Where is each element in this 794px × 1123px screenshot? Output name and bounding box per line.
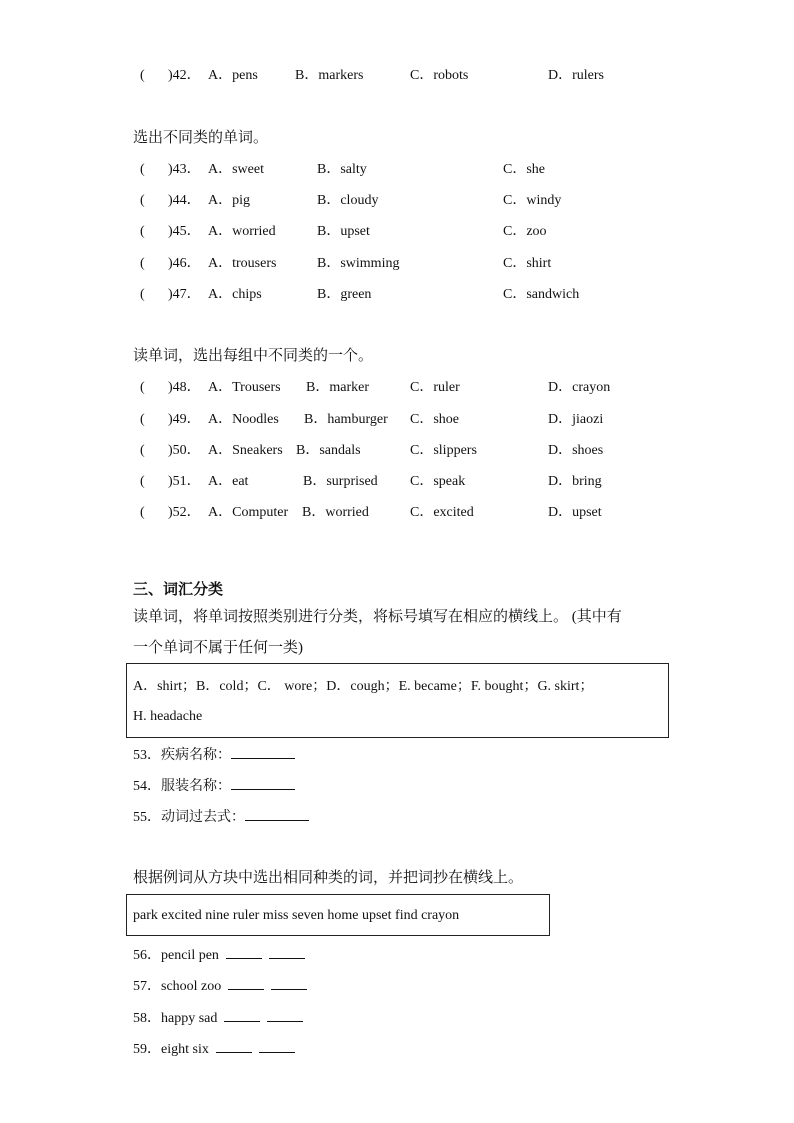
option-a: A．Trousers [208, 380, 281, 395]
question-number: )46． [168, 256, 201, 271]
section-title-vocab-classification: 三、词汇分类 [133, 582, 224, 598]
option-b: B．upset [317, 224, 370, 239]
option-a: A．sweet [208, 162, 264, 177]
question-paren: ( [140, 443, 145, 458]
copy-label: 56．pencil pen [133, 948, 219, 963]
word-bank: park excited nine ruler miss seven home upset find crayon [133, 908, 460, 923]
question-number: )45． [168, 224, 201, 239]
q42-option-d: D．rulers [548, 68, 604, 83]
option-b: B．worried [302, 505, 369, 520]
answer-label: 55．动词过去式： [133, 810, 245, 825]
copy-label: 58．happy sad [133, 1011, 218, 1026]
option-d: D．crayon [548, 380, 611, 395]
option-c: C．shirt [503, 256, 552, 271]
answer-blank[interactable] [231, 744, 295, 759]
question-number: )49． [168, 412, 201, 427]
option-c: C．shoe [410, 412, 459, 427]
copy-label: 59．eight six [133, 1042, 209, 1057]
option-d: D．upset [548, 505, 602, 520]
section-title-read-words: 读单词，选出每组中不同类的一个。 [133, 348, 374, 364]
q42-paren: ( [140, 68, 145, 83]
option-c: C．windy [503, 193, 562, 208]
answer-blank[interactable] [231, 775, 295, 790]
option-a: A．Noodles [208, 412, 279, 427]
question-paren: ( [140, 412, 145, 427]
option-b: B．salty [317, 162, 367, 177]
option-c: C．slippers [410, 443, 477, 458]
copy-blank[interactable] [259, 1038, 295, 1053]
option-b: B．hamburger [304, 412, 388, 427]
option-b: B．cloudy [317, 193, 379, 208]
copy-label: 57．school zoo [133, 979, 222, 994]
option-a: A．pig [208, 193, 250, 208]
option-a: A．eat [208, 474, 249, 489]
question-paren: ( [140, 287, 145, 302]
copy-blank[interactable] [216, 1038, 252, 1053]
copy-blank[interactable] [271, 975, 307, 990]
copy-item [133, 975, 307, 996]
option-c: C．excited [410, 505, 474, 520]
option-a: A．trousers [208, 256, 277, 271]
option-c: C．she [503, 162, 545, 177]
option-b: B．swimming [317, 256, 400, 271]
question-number: )51． [168, 474, 201, 489]
answer-item [133, 775, 295, 796]
question-paren: ( [140, 505, 145, 520]
question-paren: ( [140, 193, 145, 208]
copy-item [133, 944, 305, 965]
option-a: A．worried [208, 224, 276, 239]
question-number: )52． [168, 505, 201, 520]
copy-blank[interactable] [224, 1007, 260, 1022]
copy-item [133, 1038, 295, 1059]
question-paren: ( [140, 474, 145, 489]
option-c: C．ruler [410, 380, 460, 395]
option-b: B．sandals [296, 443, 361, 458]
question-number: )50． [168, 443, 201, 458]
q42-number: )42． [168, 68, 201, 83]
option-a: A．Computer [208, 505, 289, 520]
option-d: D．jiaozi [548, 412, 604, 427]
section-title-different-words: 选出不同类的单词。 [133, 130, 269, 146]
word-box-line-2: H. headache [133, 709, 203, 724]
option-b: B．green [317, 287, 372, 302]
option-a: A．chips [208, 287, 262, 302]
answer-label: 54．服装名称： [133, 779, 231, 794]
option-b: B．marker [306, 380, 369, 395]
instruction-line-1: 读单词，将单词按照类别进行分类，将标号填写在相应的横线上。 (其中有 [133, 609, 622, 625]
copy-item [133, 1007, 303, 1028]
option-c: C．sandwich [503, 287, 580, 302]
question-number: )47． [168, 287, 201, 302]
answer-label: 53．疾病名称： [133, 748, 231, 763]
question-number: )44． [168, 193, 201, 208]
copy-blank[interactable] [228, 975, 264, 990]
instruction-line-2: 一个单词不属于任何一类) [133, 640, 303, 656]
option-a: A．Sneakers [208, 443, 283, 458]
answer-blank[interactable] [245, 806, 309, 821]
question-paren: ( [140, 224, 145, 239]
question-paren: ( [140, 256, 145, 271]
option-d: D．bring [548, 474, 602, 489]
option-d: D．shoes [548, 443, 604, 458]
question-number: )48． [168, 380, 201, 395]
q42-option-c: C．robots [410, 68, 469, 83]
q42-option-b: B．markers [295, 68, 364, 83]
q42-option-a: A．pens [208, 68, 258, 83]
copy-blank[interactable] [226, 944, 262, 959]
word-box [126, 663, 669, 738]
answer-item [133, 806, 309, 827]
question-number: )43． [168, 162, 201, 177]
answer-item [133, 744, 295, 765]
question-paren: ( [140, 380, 145, 395]
section-title-copy-words: 根据例词从方块中选出相同种类的词，并把词抄在横线上。 [133, 870, 524, 886]
word-box-line-1: A．shirt；B．cold；C． wore；D．cough；E. became；F. bought；G. skirt； [133, 679, 594, 694]
option-b: B．surprised [303, 474, 378, 489]
word-bank-box [126, 894, 550, 936]
option-c: C．speak [410, 474, 466, 489]
copy-blank[interactable] [269, 944, 305, 959]
question-paren: ( [140, 162, 145, 177]
copy-blank[interactable] [267, 1007, 303, 1022]
option-c: C．zoo [503, 224, 547, 239]
